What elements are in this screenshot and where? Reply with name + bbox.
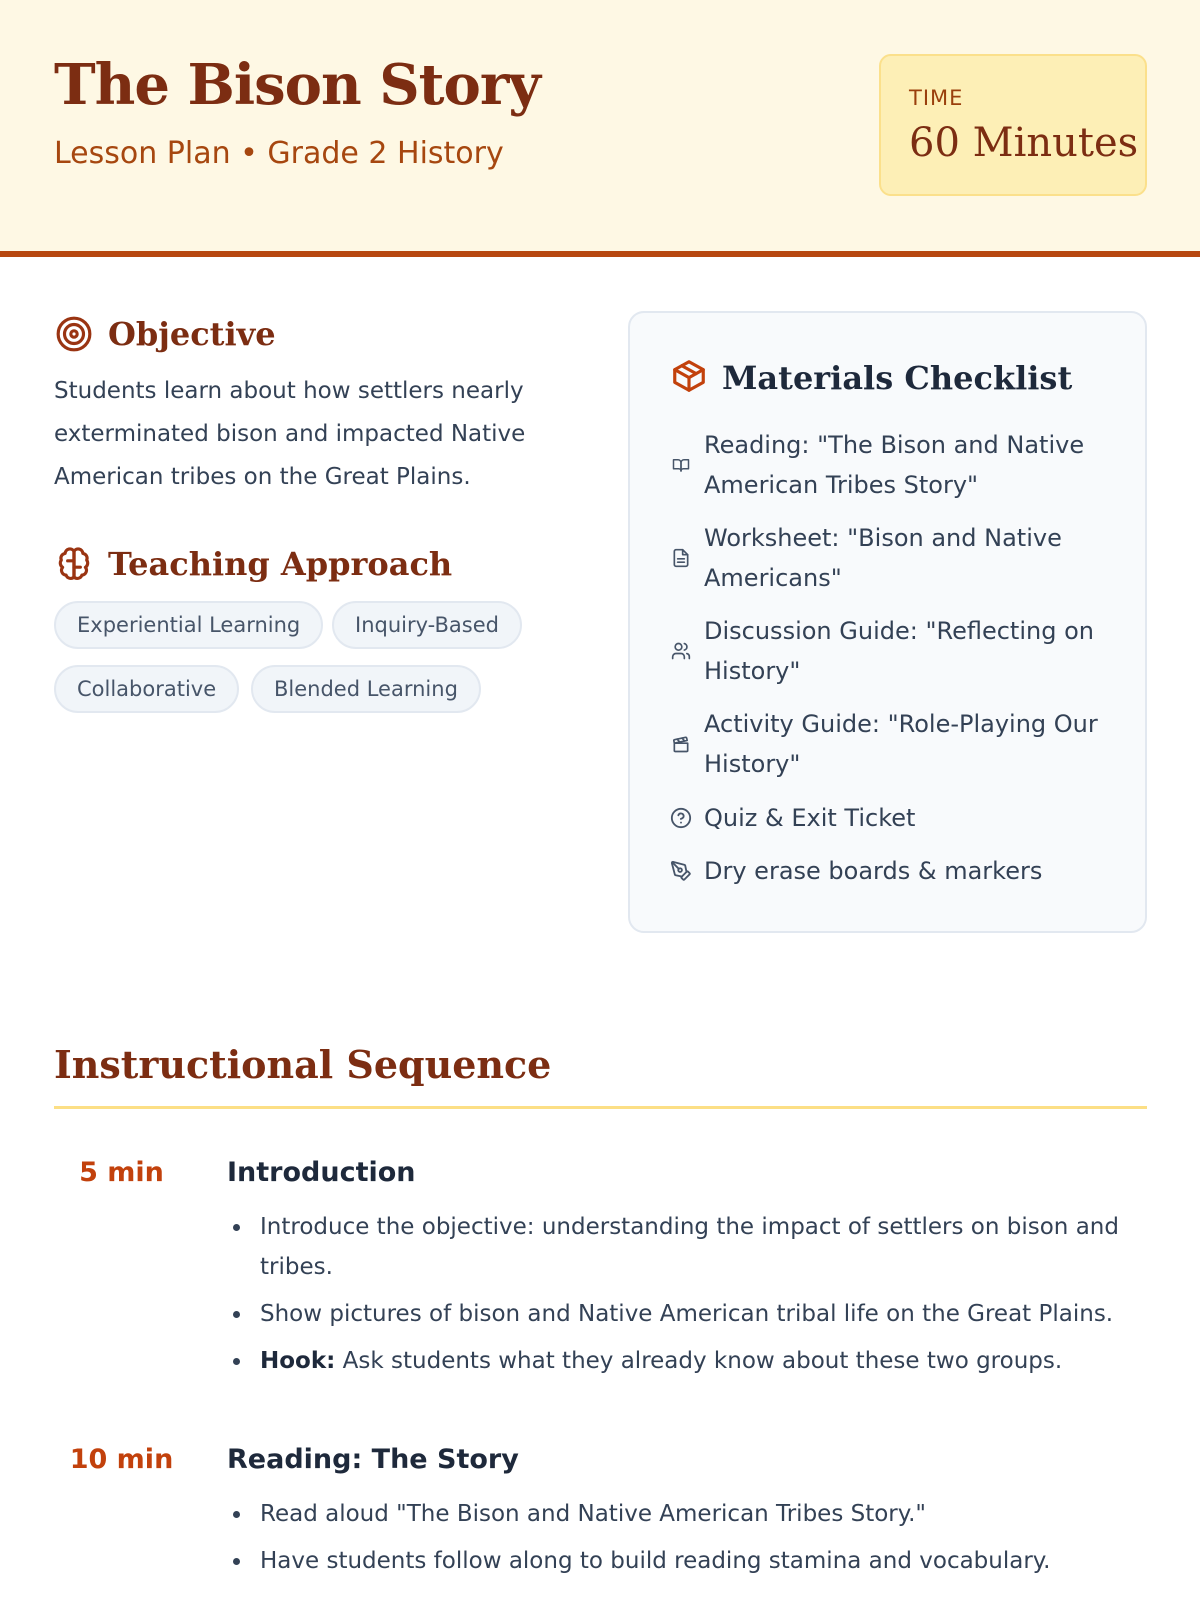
step-bullet-lead: Hook:: [260, 1348, 336, 1374]
file-text-icon: [670, 547, 692, 569]
step-bullet-text: Ask students what they already know about these two groups.: [335, 1348, 1063, 1374]
approach-heading: [54, 544, 452, 584]
step-bullet-text: Show pictures of bison and Native American tribal life on the Great Plains.: [260, 1301, 1114, 1327]
step-duration: 5 min: [79, 1157, 164, 1188]
materials-item: [670, 851, 1042, 891]
sequence-divider: [54, 1106, 1147, 1109]
time-value: 60 Minutes: [909, 120, 1139, 166]
materials-item: [670, 704, 1124, 784]
materials-heading: [670, 357, 1072, 399]
step-bullets: [227, 1207, 1147, 1388]
materials-item-label: Quiz & Exit Ticket: [704, 804, 916, 832]
approach-tag: Experiential Learning: [54, 601, 323, 649]
help-circle-icon: [670, 807, 692, 829]
page-title: The Bison Story: [54, 52, 540, 118]
step-bullet: [227, 1494, 1147, 1534]
materials-title: Materials Checklist: [722, 359, 1073, 397]
brain-icon: [54, 544, 94, 584]
materials-item: [670, 518, 1104, 598]
step-bullet: [227, 1341, 1147, 1381]
book-icon: [670, 454, 692, 476]
step-duration: 10 min: [69, 1444, 174, 1475]
step-bullet-text: Read aloud "The Bison and Native American Tribes Story.": [260, 1501, 926, 1527]
approach-tag: Inquiry-Based: [332, 601, 522, 649]
approach-tag: Collaborative: [54, 665, 239, 713]
step-bullet: [227, 1207, 1147, 1287]
objective-heading: [54, 314, 276, 354]
materials-item: [670, 798, 915, 838]
pen-tool-icon: [670, 860, 692, 882]
time-badge: [879, 54, 1147, 196]
approach-tag: Blended Learning: [251, 665, 481, 713]
step-bullet-text: Introduce the objective: understanding the impact of settlers on bison and tribes.: [260, 1214, 1119, 1280]
materials-item: [670, 425, 1124, 505]
clapperboard-icon: [670, 733, 692, 755]
objective-text: Students learn about how settlers nearly exterminated bison and impacted Native American tribes on the Great Plains.: [54, 378, 526, 490]
materials-item-label: Discussion Guide: "Reflecting on History": [704, 617, 1094, 685]
users-icon: [670, 640, 692, 662]
materials-item-label: Activity Guide: "Role-Playing Our History": [704, 710, 1098, 778]
step-title: Introduction: [227, 1157, 416, 1188]
materials-item: [670, 611, 1124, 691]
approach-title: Teaching Approach: [108, 545, 453, 583]
materials-item-label: Dry erase boards & markers: [704, 857, 1043, 885]
materials-card: [628, 311, 1147, 933]
lesson-header: [0, 0, 1200, 257]
step-title: Reading: The Story: [227, 1444, 519, 1475]
sequence-title: Instructional Sequence: [54, 1042, 552, 1087]
step-bullet: [227, 1294, 1147, 1334]
step-bullet: [227, 1541, 1147, 1581]
materials-item-label: Reading: "The Bison and Native American Tribes Story": [704, 431, 1085, 499]
target-icon: [54, 314, 94, 354]
step-bullet-text: Have students follow along to build reading stamina and vocabulary.: [260, 1548, 1051, 1574]
time-label: TIME: [909, 86, 964, 110]
objective-title: Objective: [108, 315, 276, 353]
package-icon: [670, 357, 708, 399]
materials-item-label: Worksheet: "Bison and Native Americans": [704, 524, 1062, 592]
step-bullets: [227, 1494, 1147, 1588]
page-subtitle: Lesson Plan • Grade 2 History: [54, 136, 504, 171]
